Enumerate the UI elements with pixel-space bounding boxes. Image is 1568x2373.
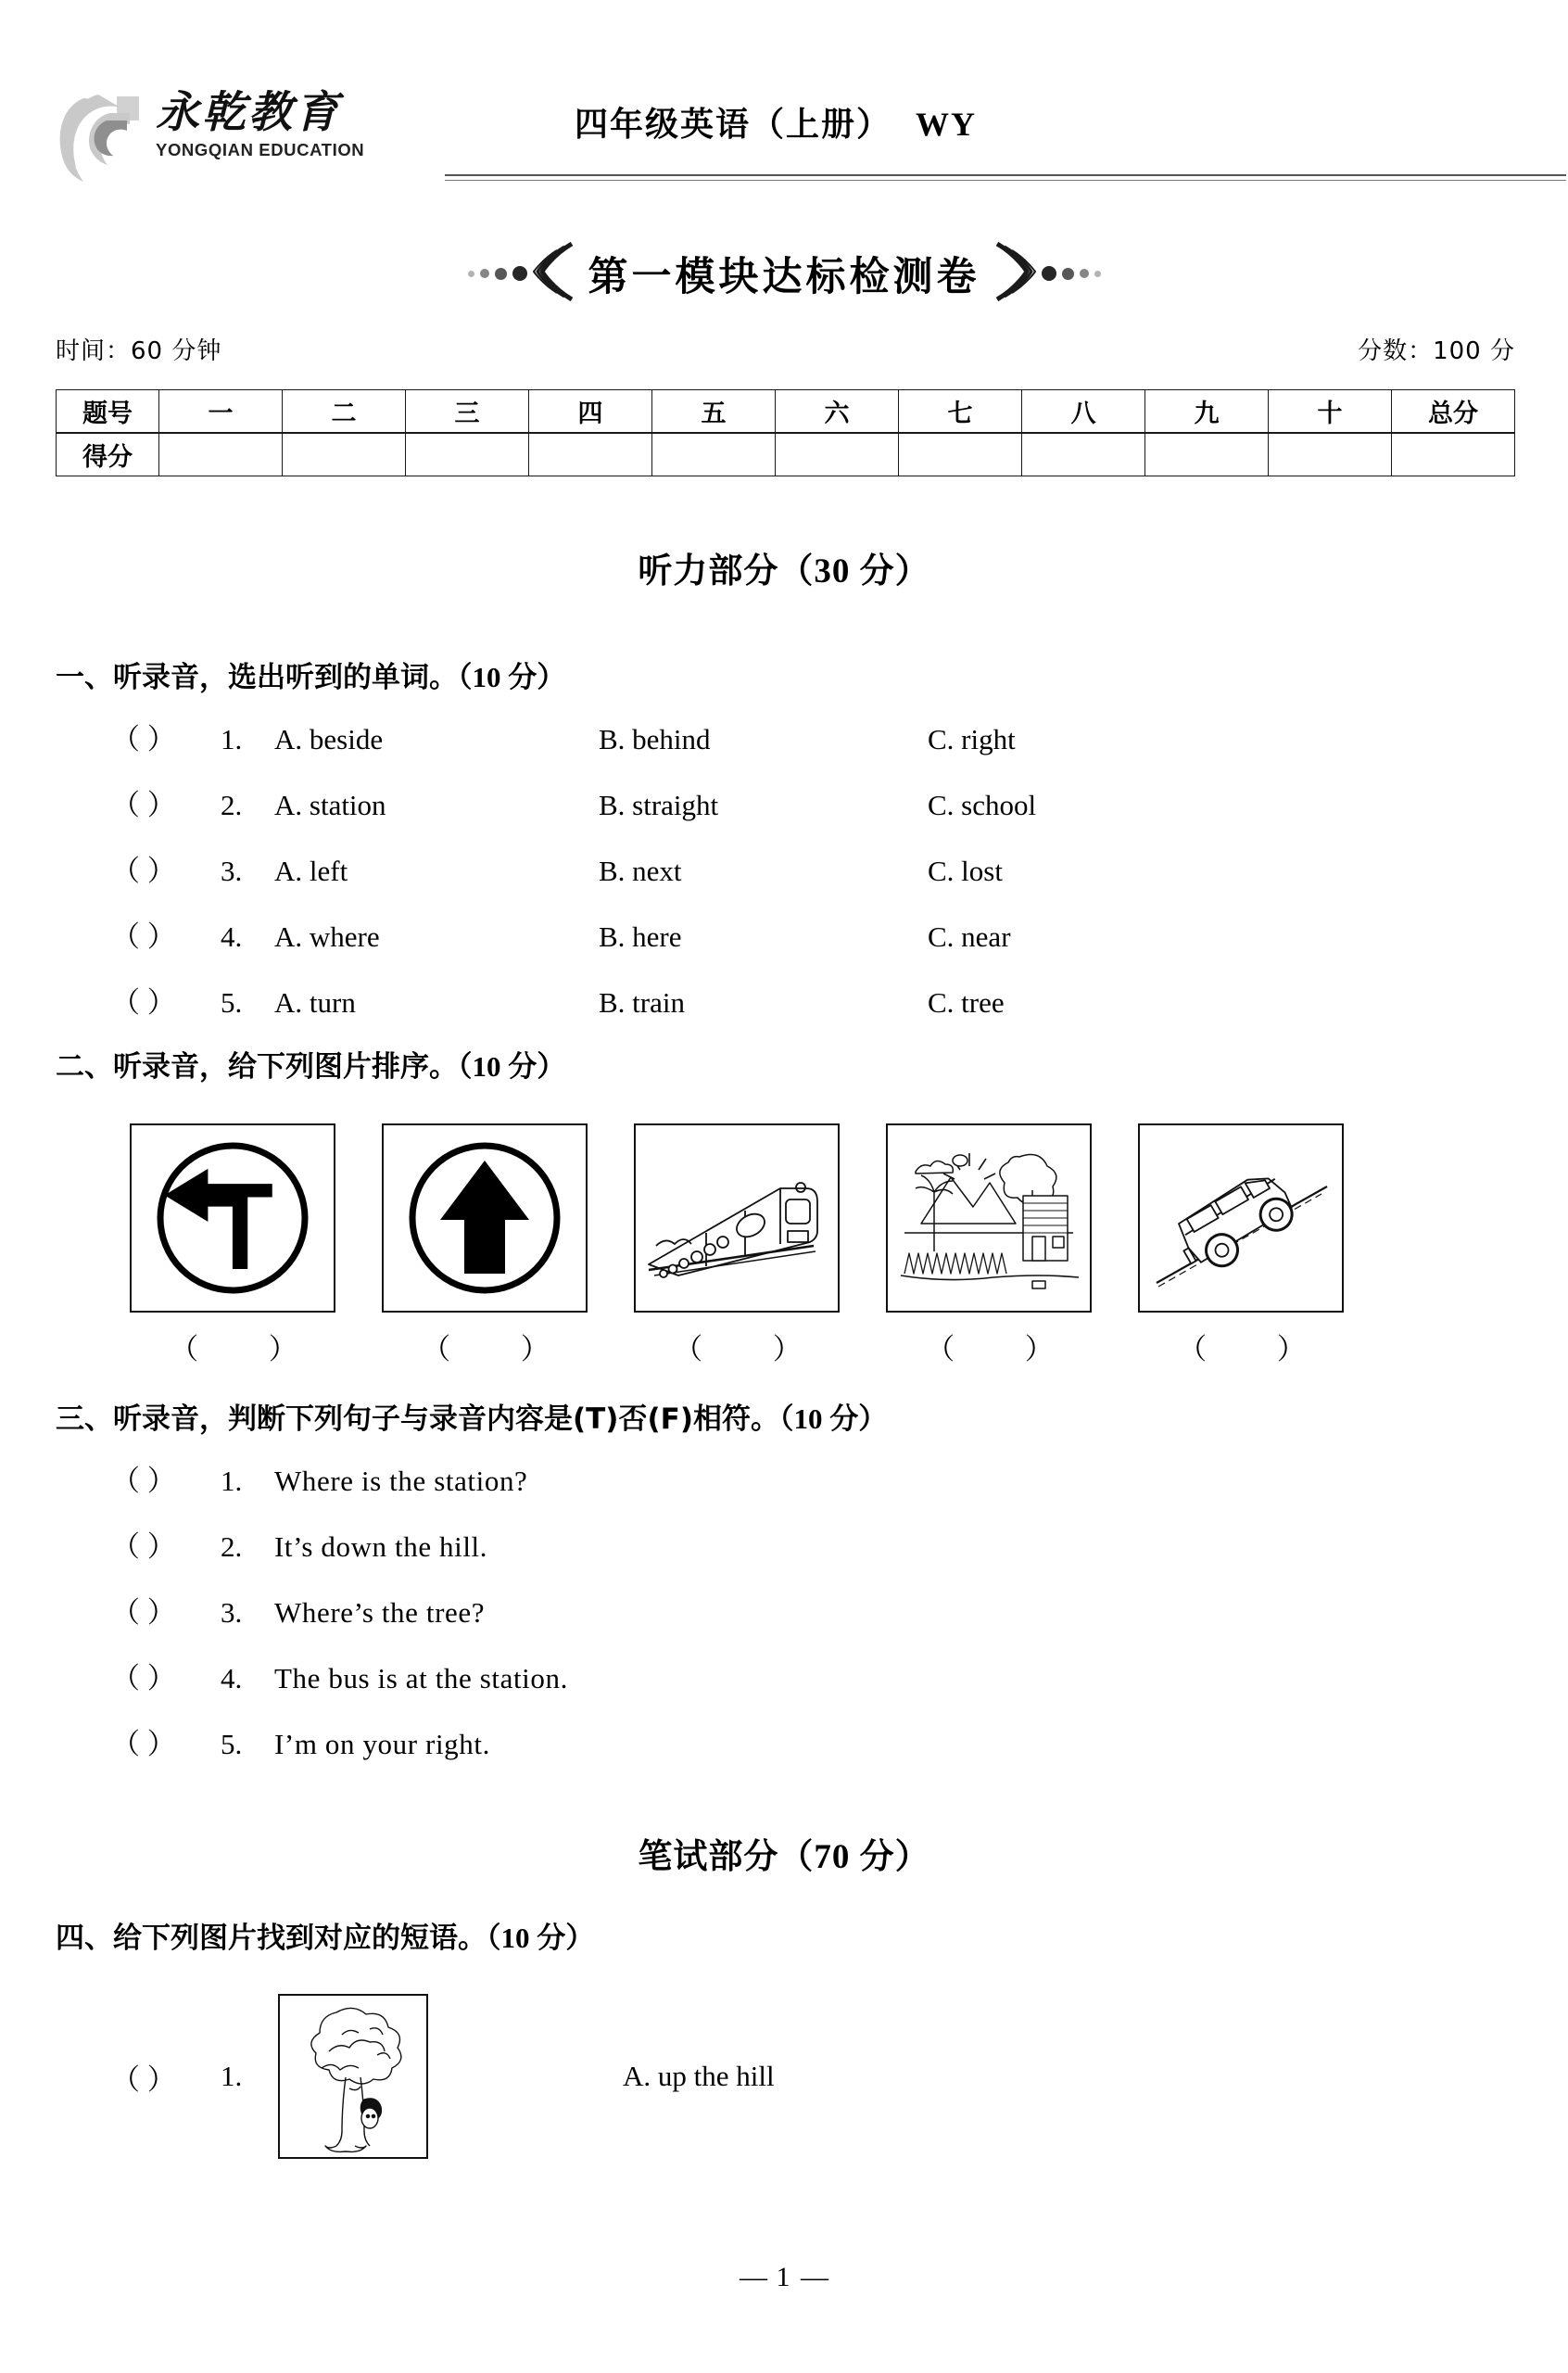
banner-dots-left-icon bbox=[468, 266, 527, 281]
exam-duration: 时间：60 分钟 bbox=[56, 337, 222, 365]
picture-item bbox=[886, 1123, 1094, 1367]
answer-blank[interactable]: （ ） bbox=[111, 1530, 176, 1563]
written-part-heading bbox=[0, 1828, 1568, 1878]
header-divider bbox=[445, 174, 1566, 181]
answer-blank[interactable]: （ ） bbox=[111, 986, 176, 1019]
picture-answer-blank[interactable]: （ ） bbox=[674, 1333, 833, 1365]
sentence-text: Where is the station? bbox=[274, 1465, 528, 1497]
score-cell-1[interactable] bbox=[159, 433, 283, 476]
banner-dots-right-icon bbox=[1042, 266, 1101, 281]
exam-meta-line bbox=[56, 332, 1515, 366]
score-cell-9[interactable] bbox=[1145, 433, 1269, 476]
exam-title-banner bbox=[0, 239, 1568, 308]
logo-wordmark bbox=[156, 89, 424, 160]
logo-swirl-icon bbox=[56, 93, 153, 185]
written-part-label: 笔试部分 bbox=[638, 1836, 779, 1876]
option-b[interactable]: B. next bbox=[599, 855, 682, 887]
item-number: 2. bbox=[221, 789, 243, 821]
answer-blank[interactable]: （ ） bbox=[111, 1662, 176, 1694]
picture-frame bbox=[382, 1123, 588, 1313]
answer-blank[interactable]: （ ） bbox=[111, 1728, 176, 1760]
picture-answer-blank[interactable]: （ ） bbox=[422, 1333, 581, 1365]
question-1-item bbox=[111, 979, 1501, 1045]
score-cell-2[interactable] bbox=[283, 433, 406, 476]
answer-blank[interactable]: （ ） bbox=[111, 723, 176, 755]
score-table-col-9: 九 bbox=[1145, 390, 1269, 434]
score-table-col-4: 四 bbox=[529, 390, 652, 434]
question-3-item bbox=[111, 1589, 1501, 1655]
answer-blank[interactable]: （ ） bbox=[111, 2062, 176, 2096]
picture-item bbox=[634, 1123, 841, 1367]
page-footer bbox=[0, 2262, 1568, 2293]
written-part-points: （70 分） bbox=[778, 1838, 930, 1876]
question-2-points: （10 分） bbox=[458, 1050, 566, 1083]
picture-item bbox=[1138, 1123, 1346, 1367]
question-3-item bbox=[111, 1720, 1501, 1786]
score-table-col-5: 五 bbox=[652, 390, 776, 434]
item-number: 3. bbox=[221, 855, 243, 887]
picture-item bbox=[382, 1123, 589, 1367]
option-c[interactable]: C. near bbox=[928, 920, 1011, 953]
answer-blank[interactable]: （ ） bbox=[111, 855, 176, 887]
option-c[interactable]: C. right bbox=[928, 723, 1016, 755]
score-cell-10[interactable] bbox=[1269, 433, 1392, 476]
question-3-item bbox=[111, 1457, 1501, 1523]
question-2-picture-row bbox=[130, 1123, 1446, 1367]
option-c[interactable]: C. school bbox=[928, 789, 1037, 821]
question-3-item bbox=[111, 1655, 1501, 1720]
title-volume: （上册） bbox=[751, 106, 892, 143]
score-cell-4[interactable] bbox=[529, 433, 652, 476]
option-b[interactable]: B. behind bbox=[599, 723, 711, 755]
footer-dash-left: — bbox=[740, 2262, 767, 2292]
score-table-col-3: 三 bbox=[406, 390, 529, 434]
item-number: 5. bbox=[221, 1728, 243, 1760]
picture-frame bbox=[130, 1123, 335, 1313]
item-number: 5. bbox=[221, 986, 243, 1019]
title-code: WY bbox=[916, 106, 978, 143]
option-a[interactable]: A. turn bbox=[274, 986, 356, 1019]
score-table-col-total: 总分 bbox=[1392, 390, 1515, 434]
question-1-item bbox=[111, 847, 1501, 913]
question-3-points: （10 分） bbox=[779, 1402, 888, 1435]
question-3-sentence-list bbox=[111, 1457, 1501, 1786]
option-c[interactable]: C. tree bbox=[928, 986, 1005, 1019]
question-3-heading bbox=[56, 1395, 887, 1437]
picture-answer-blank[interactable]: （ ） bbox=[926, 1333, 1085, 1365]
question-1-item bbox=[111, 781, 1501, 847]
picture-answer-blank[interactable]: （ ） bbox=[170, 1333, 329, 1365]
exam-title: 第一模块达标检测卷 bbox=[588, 253, 980, 300]
answer-blank[interactable]: （ ） bbox=[111, 920, 176, 953]
logo-english-name: YONGQIAN EDUCATION bbox=[156, 139, 365, 159]
picture-frame bbox=[278, 1994, 428, 2159]
item-number: 1. bbox=[221, 2060, 243, 2092]
question-2-heading bbox=[56, 1043, 565, 1085]
document-title bbox=[575, 98, 1511, 146]
option-a[interactable]: A. beside bbox=[274, 723, 384, 755]
score-table-col-7: 七 bbox=[899, 390, 1022, 434]
item-number: 2. bbox=[221, 1530, 243, 1563]
answer-blank[interactable]: （ ） bbox=[111, 1596, 176, 1629]
sentence-text: The bus is at the station. bbox=[274, 1662, 568, 1694]
question-3-title: 三、听录音，判断下列句子与录音内容是(T)否(F)相符。 bbox=[56, 1402, 779, 1436]
score-table bbox=[56, 389, 1515, 476]
title-subject: 四年级英语 bbox=[575, 106, 752, 144]
house-tree-mountain-scene-icon bbox=[893, 1135, 1084, 1301]
score-table-col-10: 十 bbox=[1269, 390, 1392, 434]
item-number: 1. bbox=[221, 1465, 243, 1497]
score-cell-6[interactable] bbox=[776, 433, 899, 476]
question-1-item bbox=[111, 716, 1501, 781]
sentence-text: I’m on your right. bbox=[274, 1728, 490, 1760]
question-4-points: （10 分） bbox=[487, 1922, 595, 1954]
score-cell-7[interactable] bbox=[899, 433, 1022, 476]
score-table-header-row bbox=[57, 390, 1515, 434]
match-option-a[interactable]: A. up the hill bbox=[623, 2060, 775, 2092]
question-4-heading bbox=[56, 1914, 594, 1956]
page-header bbox=[56, 82, 1511, 191]
option-b[interactable]: B. train bbox=[599, 986, 685, 1019]
page-number: 1 bbox=[776, 2262, 792, 2292]
question-2-title: 二、听录音，给下列图片排序。 bbox=[56, 1050, 458, 1084]
question-4-title: 四、给下列图片找到对应的短语。 bbox=[56, 1922, 487, 1955]
question-1-title: 一、听录音，选出听到的单词。 bbox=[56, 661, 458, 694]
question-1-points: （10 分） bbox=[458, 661, 566, 693]
question-3-item bbox=[111, 1523, 1501, 1589]
option-b[interactable]: B. here bbox=[599, 920, 682, 953]
listening-part-label: 听力部分 bbox=[638, 551, 779, 590]
score-table-score-row bbox=[57, 433, 1515, 476]
logo-chinese-name: 永乾教育 bbox=[156, 87, 341, 138]
item-number: 3. bbox=[221, 1596, 243, 1629]
car-going-up-hill-icon bbox=[1145, 1135, 1336, 1301]
sentence-text: Where’s the tree? bbox=[274, 1596, 486, 1629]
option-c[interactable]: C. lost bbox=[928, 855, 1003, 887]
footer-dash-right: — bbox=[801, 2262, 828, 2292]
item-number: 4. bbox=[221, 1662, 243, 1694]
turn-left-arrow-sign-icon bbox=[149, 1135, 316, 1301]
score-cell-total[interactable] bbox=[1392, 433, 1515, 476]
picture-frame bbox=[886, 1123, 1092, 1313]
publisher-logo bbox=[56, 82, 426, 191]
listening-part-points: （30 分） bbox=[778, 552, 930, 590]
banner-chevron-left-icon bbox=[531, 241, 579, 307]
sentence-text: It’s down the hill. bbox=[274, 1530, 488, 1563]
score-table-col-1: 一 bbox=[159, 390, 283, 434]
banner-chevron-right-icon bbox=[990, 241, 1038, 307]
picture-answer-blank[interactable]: （ ） bbox=[1178, 1333, 1337, 1365]
score-cell-3[interactable] bbox=[406, 433, 529, 476]
score-table-col-6: 六 bbox=[776, 390, 899, 434]
exam-total-score: 分数：100 分 bbox=[1358, 337, 1515, 365]
question-1-item bbox=[111, 913, 1501, 979]
question-1-heading bbox=[56, 654, 565, 695]
item-number: 4. bbox=[221, 920, 243, 953]
option-a[interactable]: A. station bbox=[274, 789, 386, 821]
train-drawing-icon bbox=[641, 1135, 832, 1301]
picture-frame bbox=[634, 1123, 840, 1313]
question-1-options-list bbox=[111, 716, 1501, 1045]
score-table-col-2: 二 bbox=[283, 390, 406, 434]
score-table-col-8: 八 bbox=[1022, 390, 1145, 434]
go-straight-arrow-sign-icon bbox=[401, 1135, 568, 1301]
score-cell-8[interactable] bbox=[1022, 433, 1145, 476]
score-table-label-score: 得分 bbox=[57, 433, 159, 476]
option-b[interactable]: B. straight bbox=[599, 789, 719, 821]
question-4-item bbox=[111, 1984, 1501, 2169]
score-table-label-question: 题号 bbox=[57, 390, 159, 434]
item-number: 1. bbox=[221, 723, 243, 755]
answer-blank[interactable]: （ ） bbox=[111, 1465, 176, 1497]
answer-blank[interactable]: （ ） bbox=[111, 789, 176, 821]
option-a[interactable]: A. left bbox=[274, 855, 348, 887]
option-a[interactable]: A. where bbox=[274, 920, 380, 953]
listening-part-heading bbox=[0, 542, 1568, 592]
score-cell-5[interactable] bbox=[652, 433, 776, 476]
picture-item bbox=[130, 1123, 337, 1367]
picture-frame bbox=[1138, 1123, 1344, 1313]
tree-with-child-behind-icon bbox=[285, 1999, 422, 2153]
